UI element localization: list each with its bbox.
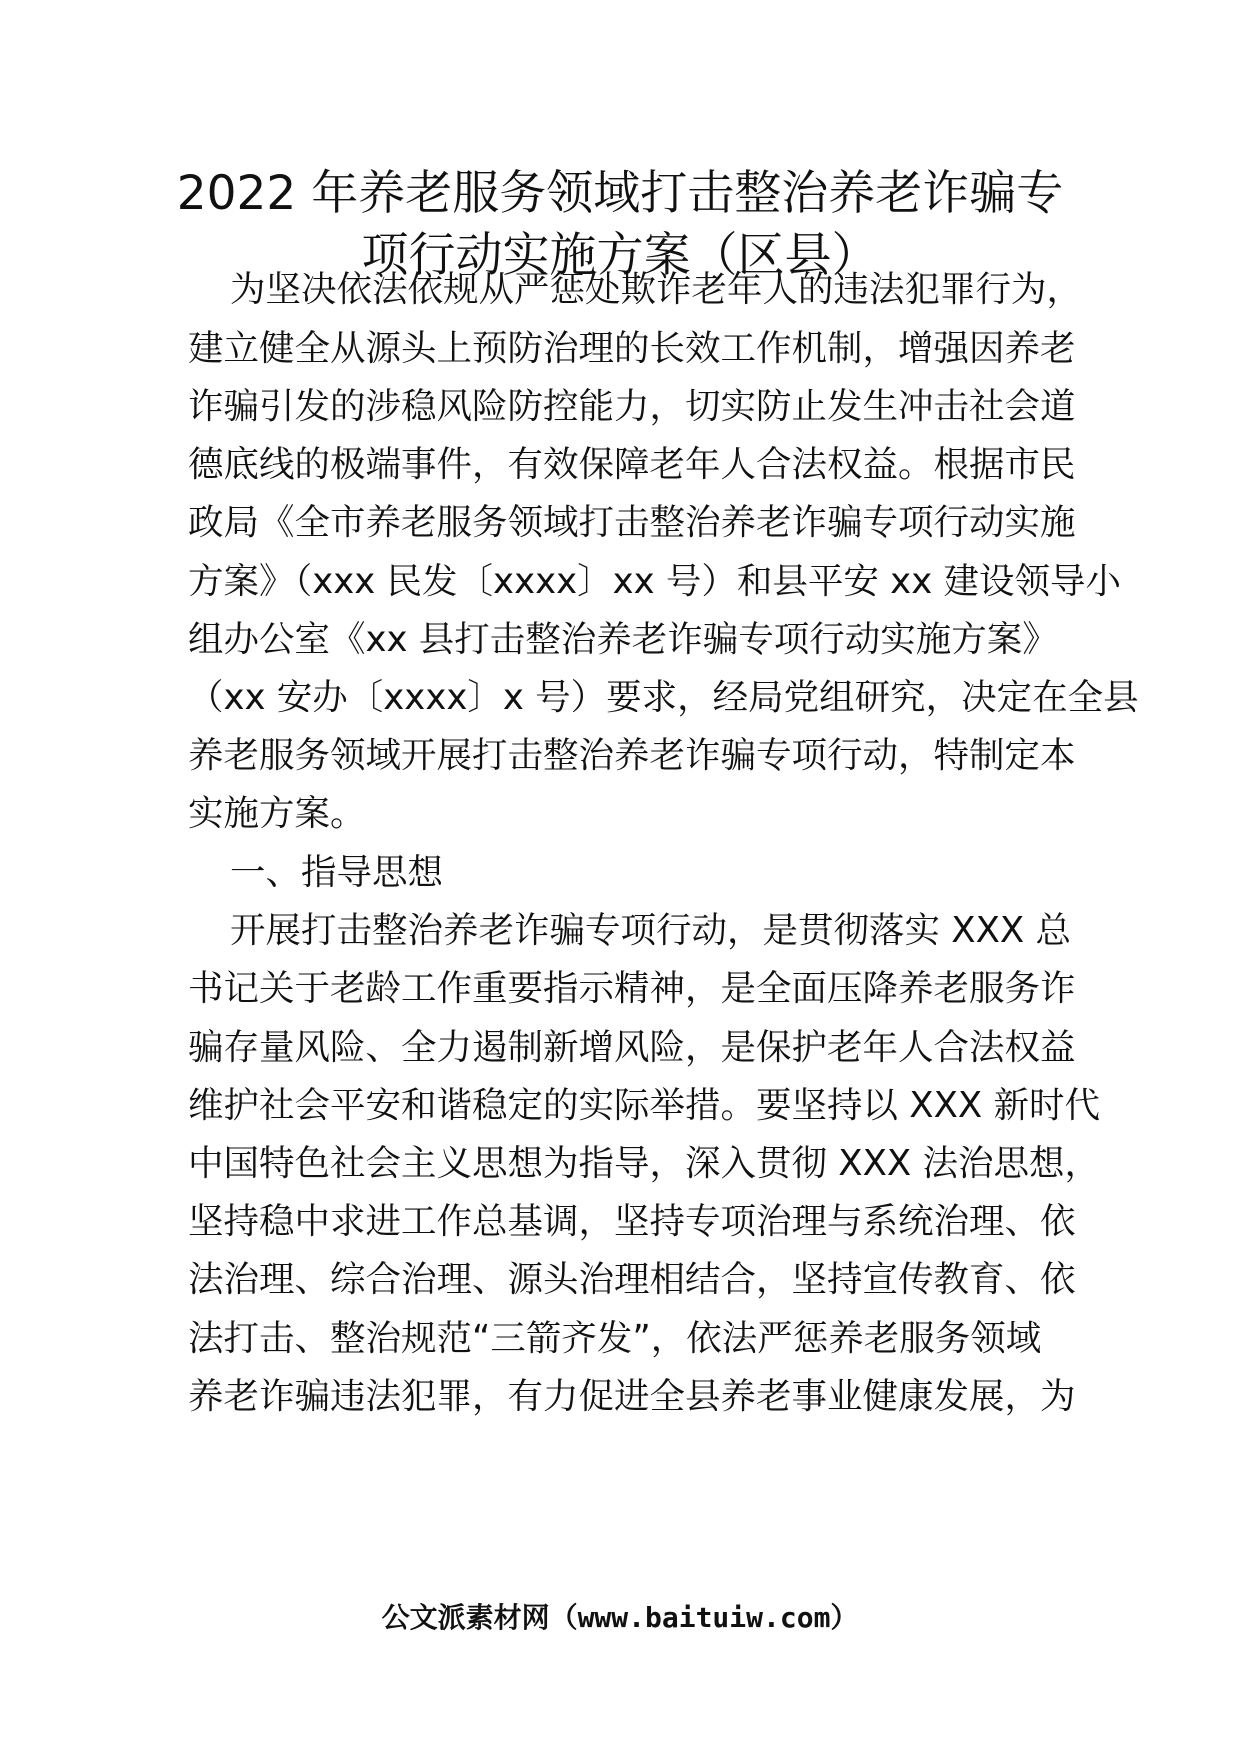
document-title-line-2: 项行动实施方案（区县）: [361, 228, 879, 283]
body-line: 骗存量风险、全力遏制新增风险，是保护老年人合法权益: [188, 1027, 1076, 1068]
body-line: 坚持稳中求进工作总基调，坚持专项治理与系统治理、依: [188, 1201, 1076, 1242]
body-line: 德底线的极端事件，有效保障老年人合法权益。根据市民: [188, 444, 1076, 485]
body-line: （xx 安办〔xxxx〕x 号）要求，经局党组研究，决定在全县: [188, 677, 1139, 718]
section-heading: 一、指导思想: [230, 852, 444, 893]
body-line: 诈骗引发的涉稳风险防控能力，切实防止发生冲击社会道: [188, 386, 1076, 427]
body-line: 养老诈骗违法犯罪，有力促进全县养老事业健康发展，为: [188, 1376, 1076, 1417]
body-line: 开展打击整治养老诈骗专项行动，是贯彻落实 XXX 总: [230, 910, 1072, 951]
body-line: 政局《全市养老服务领域打击整治养老诈骗专项行动实施: [188, 502, 1076, 543]
document-title-line-1: 2022 年养老服务领域打击整治养老诈骗专: [176, 166, 1064, 221]
body-line: 组办公室《xx 县打击整治养老诈骗专项行动实施方案》: [188, 619, 1058, 660]
body-line: 方案》（xxx 民发〔xxxx〕xx 号）和县平安 xx 建设领导小: [188, 561, 1121, 602]
body-line: 中国特色社会主义思想为指导，深入贯彻 XXX 法治思想，: [188, 1143, 1101, 1184]
body-line: 养老服务领域开展打击整治养老诈骗专项行动，特制定本: [188, 735, 1076, 776]
footer-source: 公文派素材网（www.baituiw.com）: [381, 1601, 859, 1634]
body-line: 法打击、整治规范“三箭齐发”，依法严惩养老服务领域: [188, 1318, 1042, 1359]
body-line: 书记关于老龄工作重要指示精神，是全面压降养老服务诈: [188, 968, 1076, 1009]
body-line: 法治理、综合治理、源头治理相结合，坚持宣传教育、依: [188, 1259, 1076, 1300]
body-line: 实施方案。: [188, 793, 366, 834]
body-line: 建立健全从源头上预防治理的长效工作机制，增强因养老: [188, 328, 1076, 369]
body-line: 为坚决依法依规从严惩处欺诈老年人的违法犯罪行为，: [230, 269, 1083, 310]
body-line: 维护社会平安和谐稳定的实际举措。要坚持以 XXX 新时代: [188, 1085, 1101, 1126]
